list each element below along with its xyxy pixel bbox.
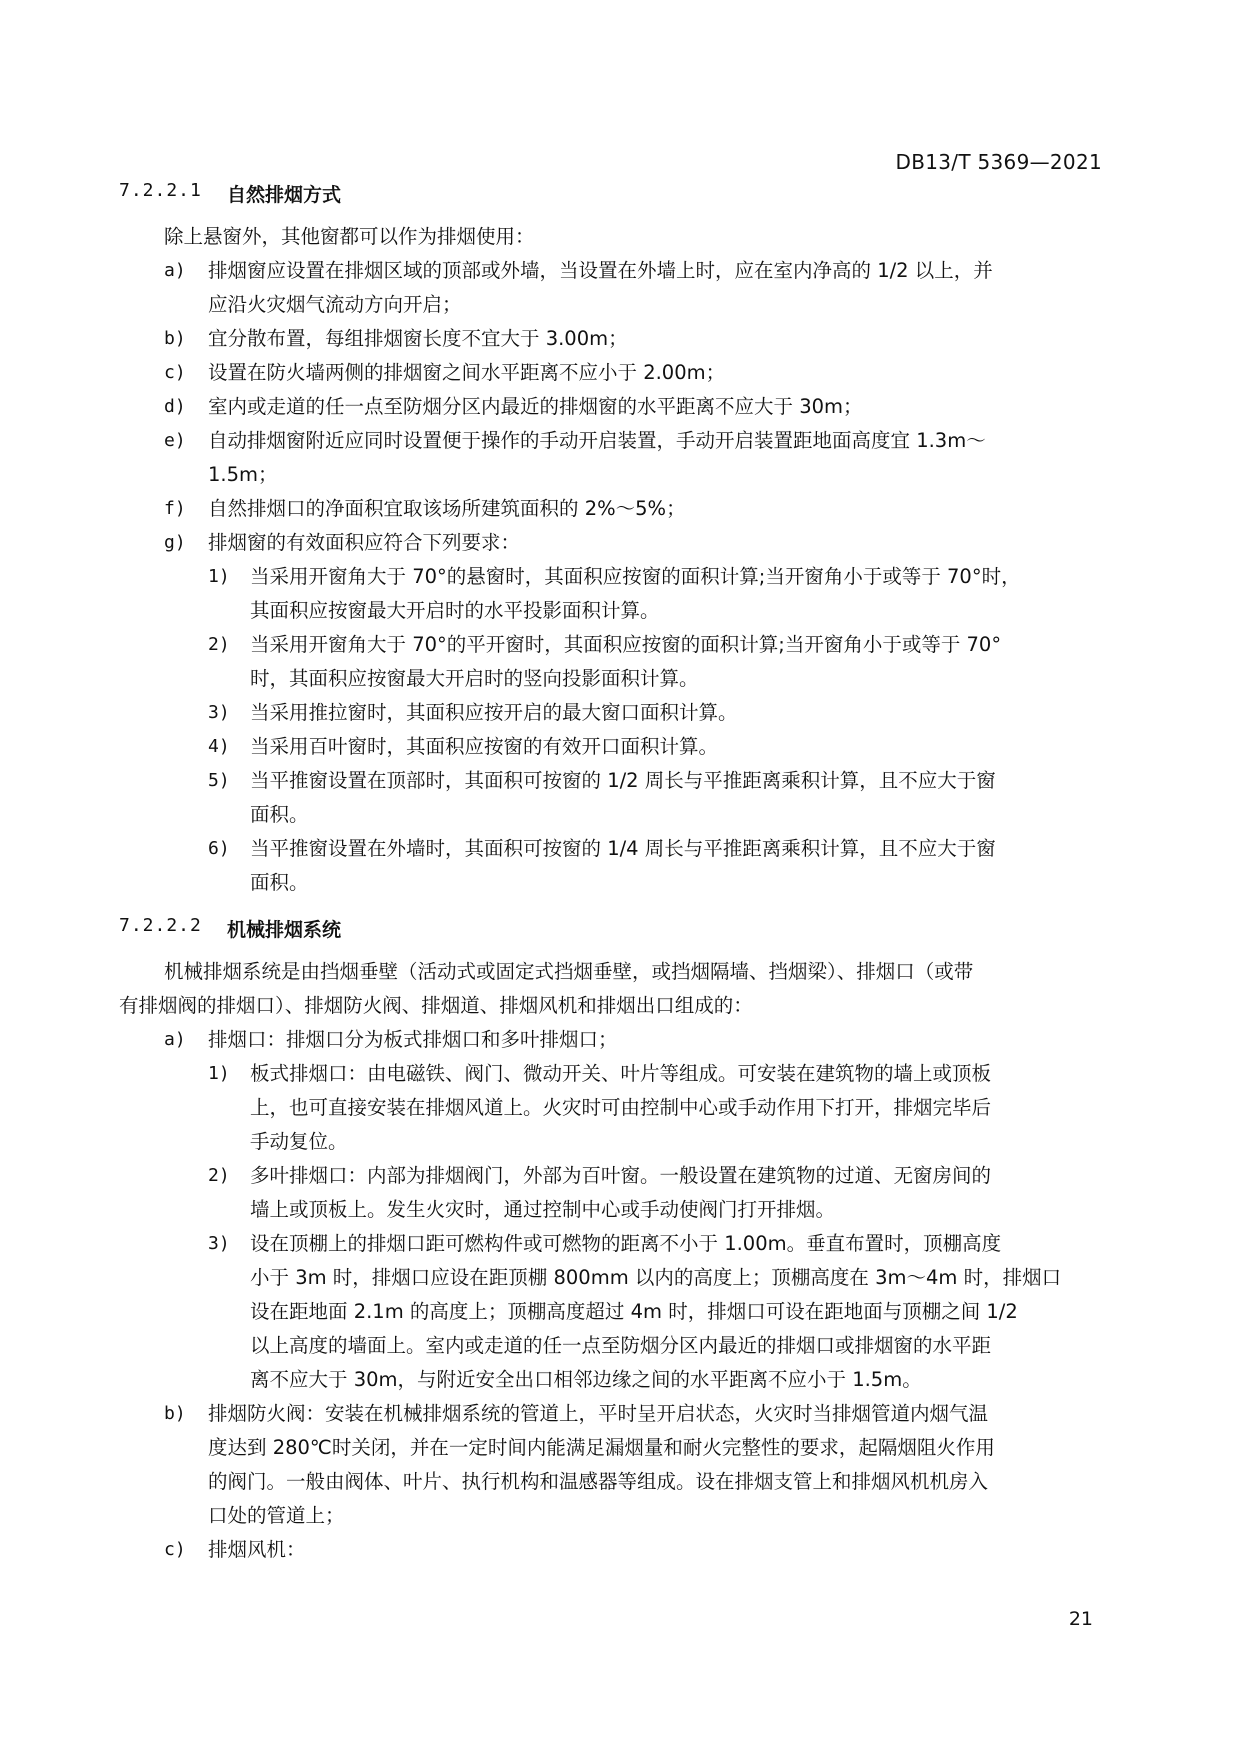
list-marker: c) — [164, 362, 186, 383]
section-title: 机械排烟系统 — [227, 919, 342, 941]
sublist-item-line: 以上高度的墙面上。室内或走道的任一点至防烟分区内最近的排烟口或排烟窗的水平距 — [250, 1334, 992, 1357]
list-item-line: 口处的管道上； — [208, 1504, 345, 1527]
list-item-line: 设置在防火墙两侧的排烟窗之间水平距离不应小于 2.00m； — [208, 361, 726, 384]
list-item-line: 自然排烟口的净面积宜取该场所建筑面积的 2%～5%； — [208, 497, 686, 520]
sublist-item-line: 小于 3m 时，排烟口应设在距顶棚 800mm 以内的高度上；顶棚高度在 3m～4m 时，排烟口 — [250, 1266, 1062, 1289]
paragraph-intro-line: 有排烟阀的排烟口）、排烟防火阀、排烟道、排烟风机和排烟出口组成的： — [119, 994, 753, 1017]
sublist-item-line: 时，其面积应按窗最大开启时的竖向投影面积计算。 — [250, 667, 699, 690]
sublist-item-line: 手动复位。 — [250, 1130, 348, 1153]
list-marker: c) — [164, 1539, 186, 1560]
sublist-item-line: 墙上或顶板上。发生火灾时，通过控制中心或手动使阀门打开排烟。 — [250, 1198, 836, 1221]
sublist-item-line: 设在顶棚上的排烟口距可燃构件或可燃物的距离不小于 1.00m。垂直布置时，顶棚高度 — [250, 1232, 1002, 1255]
list-item-line: 应沿火灾烟气流动方向开启； — [208, 293, 462, 316]
list-item-line: 排烟风机： — [208, 1538, 306, 1561]
list-marker: f) — [164, 498, 186, 519]
list-marker: e) — [164, 430, 186, 451]
paragraph-intro-line: 机械排烟系统是由挡烟垂壁（活动式或固定式挡烟垂壁，或挡烟隔墙、挡烟梁）、排烟口（或带 — [164, 960, 974, 983]
sublist-item-line: 面积。 — [250, 803, 309, 826]
sublist-marker: 1) — [208, 1063, 230, 1084]
sublist-item-line: 面积。 — [250, 871, 309, 894]
list-item-line: 的阀门。一般由阀体、叶片、执行机构和温感器等组成。设在排烟支管上和排烟风机机房入 — [208, 1470, 989, 1493]
sublist-item-line: 当平推窗设置在外墙时，其面积可按窗的 1/4 周长与平推距离乘积计算，且不应大于窗 — [250, 837, 996, 860]
sublist-item-line: 上，也可直接安装在排烟风道上。火灾时可由控制中心或手动作用下打开，排烟完毕后 — [250, 1096, 992, 1119]
list-marker: a) — [164, 1029, 186, 1050]
section-heading-7-2-2-2 — [119, 915, 341, 942]
section-number: 7.2.2.2 — [119, 915, 202, 936]
list-item-line: 宜分散布置，每组排烟窗长度不宜大于 3.00m； — [208, 327, 628, 350]
list-item-line: 1.5m； — [208, 463, 278, 486]
sublist-item-line: 板式排烟口：由电磁铁、阀门、微动开关、叶片等组成。可安装在建筑物的墙上或顶板 — [250, 1062, 992, 1085]
sublist-marker: 3) — [208, 702, 230, 723]
sublist-marker: 3) — [208, 1233, 230, 1254]
sublist-item-line: 当采用百叶窗时，其面积应按窗的有效开口面积计算。 — [250, 735, 719, 758]
page-number: 21 — [1068, 1608, 1093, 1630]
list-marker: a) — [164, 260, 186, 281]
sublist-marker: 5) — [208, 770, 230, 791]
sublist-item-line: 其面积应按窗最大开启时的水平投影面积计算。 — [250, 599, 660, 622]
sublist-item-line: 当采用推拉窗时，其面积应按开启的最大窗口面积计算。 — [250, 701, 738, 724]
list-item-line: 排烟口：排烟口分为板式排烟口和多叶排烟口； — [208, 1028, 618, 1051]
list-marker: d) — [164, 396, 186, 417]
list-item-line: 室内或走道的任一点至防烟分区内最近的排烟窗的水平距离不应大于 30m； — [208, 395, 863, 418]
section-number: 7.2.2.1 — [119, 180, 202, 201]
sublist-marker: 6) — [208, 838, 230, 859]
section-heading-7-2-2-1 — [119, 180, 341, 207]
paragraph-intro: 除上悬窗外，其他窗都可以作为排烟使用： — [164, 225, 535, 248]
sublist-item-line: 当采用开窗角大于 70°的平开窗时，其面积应按窗的面积计算;当开窗角小于或等于 70° — [250, 633, 1002, 656]
list-marker: b) — [164, 328, 186, 349]
sublist-marker: 1) — [208, 566, 230, 587]
standard-code: DB13/T 5369—2021 — [895, 150, 1102, 174]
list-marker: b) — [164, 1403, 186, 1424]
list-marker: g) — [164, 532, 186, 553]
sublist-item-line: 离不应大于 30m，与附近安全出口相邻边缘之间的水平距离不应小于 1.5m。 — [250, 1368, 922, 1391]
list-item-line: 排烟窗应设置在排烟区域的顶部或外墙，当设置在外墙上时，应在室内净高的 1/2 以上，并 — [208, 259, 993, 282]
sublist-item-line: 当平推窗设置在顶部时，其面积可按窗的 1/2 周长与平推距离乘积计算，且不应大于窗 — [250, 769, 996, 792]
sublist-item-line: 设在距地面 2.1m 的高度上；顶棚高度超过 4m 时，排烟口可设在距地面与顶棚之间 1/2 — [250, 1300, 1018, 1323]
sublist-item-line: 多叶排烟口：内部为排烟阀门，外部为百叶窗。一般设置在建筑物的过道、无窗房间的 — [250, 1164, 992, 1187]
sublist-marker: 2) — [208, 634, 230, 655]
list-item-line: 自动排烟窗附近应同时设置便于操作的手动开启装置，手动开启装置距地面高度宜 1.3m～ — [208, 429, 986, 452]
sublist-marker: 2) — [208, 1165, 230, 1186]
sublist-item-line: 当采用开窗角大于 70°的悬窗时，其面积应按窗的面积计算;当开窗角小于或等于 70°时， — [250, 565, 1021, 588]
list-item-line: 度达到 280℃时关闭，并在一定时间内能满足漏烟量和耐火完整性的要求，起隔烟阻火作用 — [208, 1436, 995, 1459]
list-item-line: 排烟窗的有效面积应符合下列要求： — [208, 531, 521, 554]
sublist-marker: 4) — [208, 736, 230, 757]
section-title: 自然排烟方式 — [227, 184, 342, 206]
list-item-line: 排烟防火阀：安装在机械排烟系统的管道上，平时呈开启状态，火灾时当排烟管道内烟气温 — [208, 1402, 989, 1425]
